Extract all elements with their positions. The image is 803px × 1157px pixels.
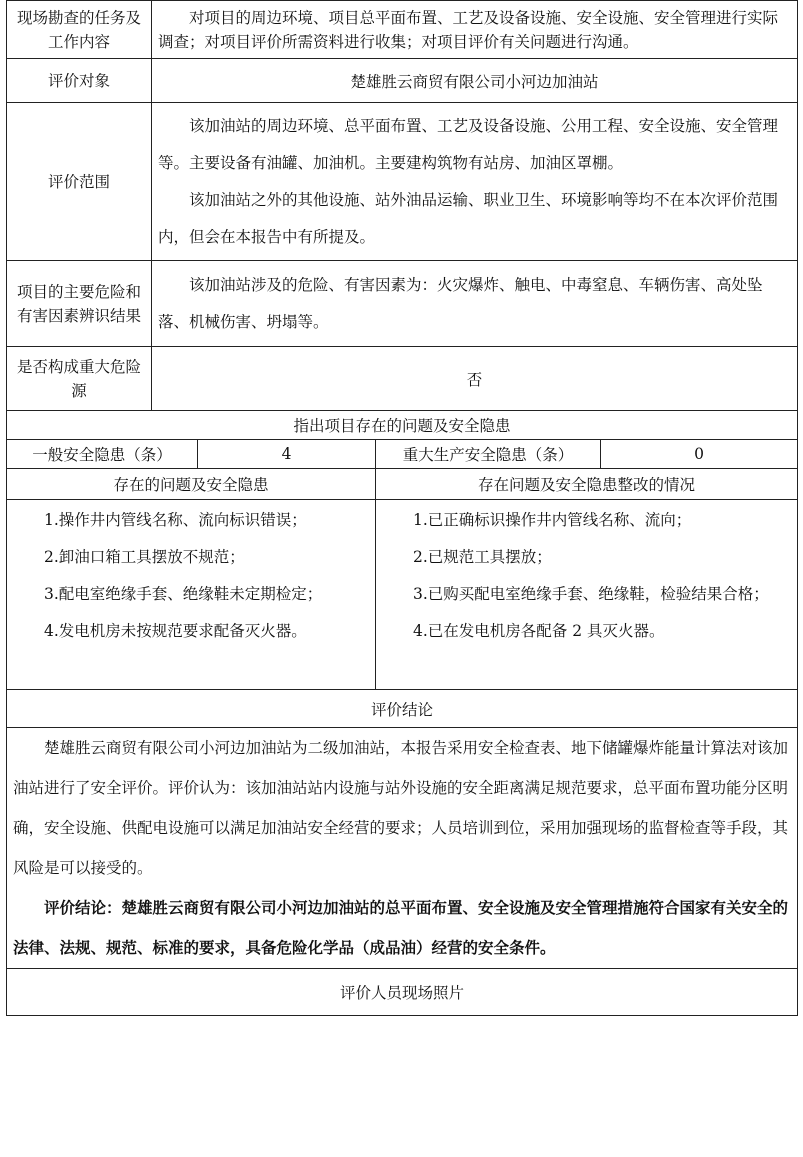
- survey-content: 对项目的周边环境、项目总平面布置、工艺及设备设施、安全设施、安全管理进行实际调查；对项目评价所需资料进行收集；对项目评价有关问题进行沟通。: [158, 8, 779, 51]
- photos-row: [7, 969, 798, 1016]
- object-row: [7, 59, 798, 103]
- issues-detail-row: [7, 500, 798, 690]
- major-hazard-count-label: 重大生产安全隐患（条）: [376, 440, 601, 469]
- fixes-list: [376, 500, 798, 690]
- general-hazard-count: 4: [198, 440, 376, 469]
- fix-item: 2.已规范工具摆放；: [413, 548, 552, 566]
- problems-column-header: 存在的问题及安全隐患: [7, 469, 376, 500]
- object-label: 评价对象: [7, 59, 152, 103]
- conclusion-title-row: [7, 690, 798, 728]
- scope-row: [7, 103, 798, 261]
- scope-paragraph-2: 该加油站之外的其他设施、站外油品运输、职业卫生、环境影响等均不在本次评价范围内，但会在本报告中有所提及。: [158, 190, 779, 246]
- conclusion-body-row: [7, 728, 798, 969]
- problem-item: 2.卸油口箱工具摆放不规范；: [44, 548, 245, 566]
- survey-row: [7, 1, 798, 59]
- problem-item: 3.配电室绝缘手套、绝缘鞋未定期检定；: [44, 585, 323, 603]
- problem-item: 1.操作井内管线名称、流向标识错误；: [44, 511, 307, 529]
- issues-count-row: [7, 440, 798, 469]
- conclusion-paragraph: 楚雄胜云商贸有限公司小河边加油站为二级加油站，本报告采用安全检查表、地下储罐爆炸能量计算法对该加油站进行了安全评价。评价认为：该加油站站内设施与站外设施的安全距离满足规范要求，总平面布置功能分区明确，安全设施、供配电设施可以满足加油站安全经营的要求；人员培训到位，采用加强现场的监督检查等手段，其风险是可以接受的。: [13, 739, 789, 877]
- issues-title-row: [7, 411, 798, 440]
- hazards-row: [7, 261, 798, 347]
- scope-label: 评价范围: [7, 103, 152, 261]
- fix-item: 4.已在发电机房各配备 2 具灭火器。: [413, 622, 665, 640]
- evaluation-report-page: [6, 0, 797, 1016]
- fix-item: 1.已正确标识操作井内管线名称、流向；: [413, 511, 692, 529]
- problem-item: 4.发电机房未按规范要求配备灭火器。: [44, 622, 307, 640]
- fixes-column-header: 存在问题及安全隐患整改的情况: [376, 469, 798, 500]
- hazards-content: 该加油站涉及的危险、有害因素为：火灾爆炸、触电、中毒窒息、车辆伤害、高处坠落、机械伤害、坍塌等。: [158, 276, 763, 331]
- hazards-label: 项目的主要危险和有害因素辨识结果: [7, 261, 152, 347]
- survey-label: 现场勘查的任务及工作内容: [7, 1, 152, 59]
- conclusion-statement: 评价结论：楚雄胜云商贸有限公司小河边加油站的总平面布置、安全设施及安全管理措施符合国家有关安全的法律、法规、规范、标准的要求，具备危险化学品（成品油）经营的安全条件。: [13, 898, 789, 957]
- photos-title: 评价人员现场照片: [7, 969, 798, 1016]
- problems-list: [7, 500, 376, 690]
- scope-paragraph-1: 该加油站的周边环境、总平面布置、工艺及设备设施、公用工程、安全设施、安全管理等。主要设备有油罐、加油机。主要建构筑物有站房、加油区罩棚。: [158, 116, 779, 172]
- major-hazard-value: 否: [152, 347, 798, 411]
- object-value: 楚雄胜云商贸有限公司小河边加油站: [152, 59, 798, 103]
- major-hazard-row: [7, 347, 798, 411]
- conclusion-title: 评价结论: [7, 690, 798, 728]
- fix-item: 3.已购买配电室绝缘手套、绝缘鞋，检验结果合格；: [413, 585, 769, 603]
- major-hazard-label: 是否构成重大危险源: [7, 347, 152, 411]
- issues-header-row: [7, 469, 798, 500]
- issues-title: 指出项目存在的问题及安全隐患: [7, 411, 798, 440]
- general-hazard-label: 一般安全隐患（条）: [7, 440, 198, 469]
- major-hazard-count: 0: [601, 440, 798, 469]
- evaluation-table: [6, 0, 798, 1016]
